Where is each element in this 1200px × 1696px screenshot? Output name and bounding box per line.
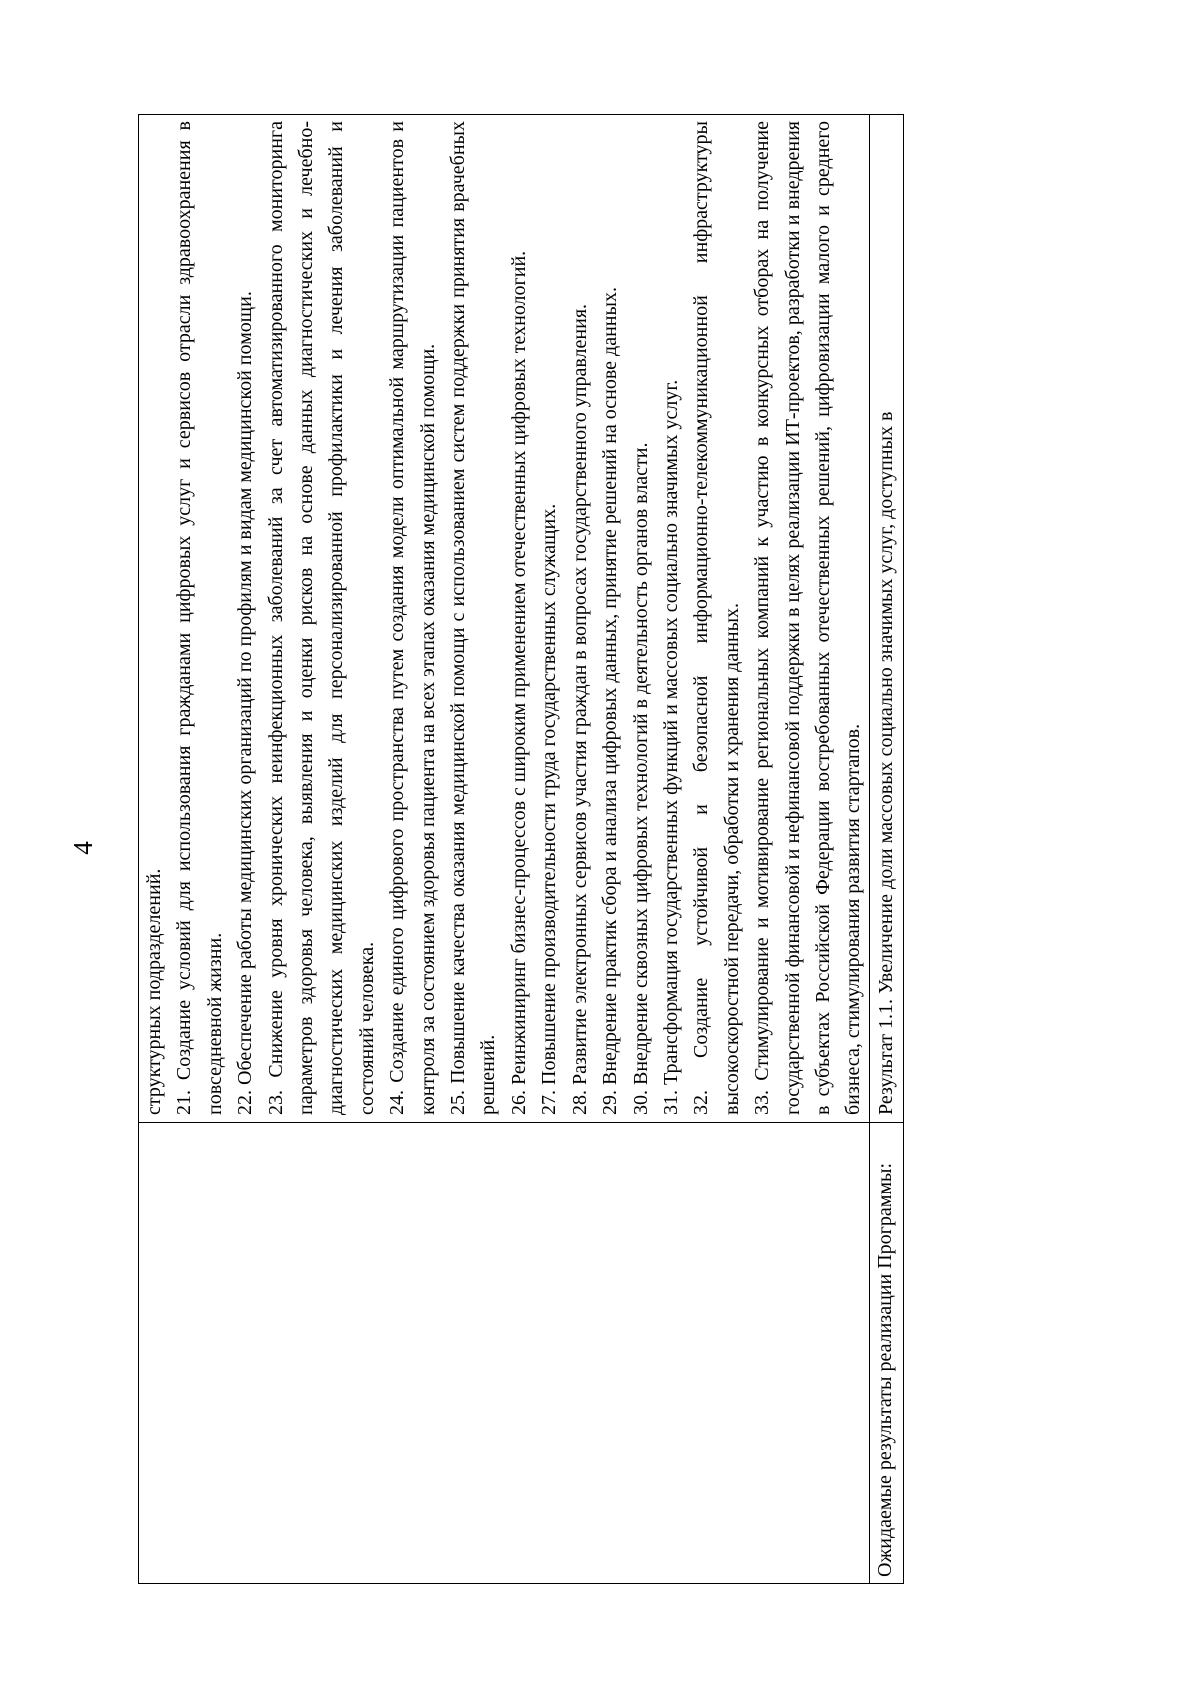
list-item: 30. Внедрение сквозных цифровых технологий в деятельность органов власти. (629, 442, 652, 1115)
list-item: 29. Внедрение практик сбора и анализа цифровых данных, принятие решений на основе данных. (599, 287, 622, 1115)
list-item: 22. Обеспечение работы медицинских организаций по профилям и видам медицинской помощи. (234, 291, 257, 1115)
list-item: 23. Снижение уровня хронических неинфекционных заболеваний за счет автоматизированного мониторинга параметров здоровья человека, выявления и оценки рисков на основе данных диагностических и лечебно-диагностических медицинских изделий для персонализированной профилактики и лечения заболеваний и состояний человека. (264, 121, 378, 1115)
list-item: 26. Реинжиниринг бизнес-процессов с широким применением отечественных цифровых технологий. (507, 250, 530, 1115)
page-number: 4 (68, 841, 98, 855)
list-item: 24. Создание единого цифрового пространства путем создания модели оптимальной маршрутизации пациентов и контроля за состоянием здоровья пациента на всех этапах оказания медицинской помощи. (386, 121, 439, 1115)
list-item: 25. Повышение качества оказания медицинской помощи с использованием систем поддержки принятия врачебных решений. (447, 121, 500, 1115)
result-1-1-text: Результат 1.1. Увеличение доли массовых социально значимых услуг, доступных в (874, 411, 897, 1115)
table-cell-right (869, 115, 903, 1123)
row-label (139, 1123, 145, 1583)
list-item: 28. Развитие электронных сервисов участия граждан в вопросах государственного управления. (568, 303, 591, 1115)
list-item: 31. Трансформация государственных функций и массовых социально значимых услуг. (659, 379, 682, 1115)
table-row (139, 115, 870, 1584)
list-item: 27. Повышение производительности труда государственных служащих. (538, 503, 561, 1115)
table-row (869, 115, 903, 1584)
list-item: 21. Создание условий для использования гражданами цифровых услуг и сервисов отрасли здравоохранения в повседневной жизни. (173, 121, 226, 1115)
program-table (138, 114, 904, 1584)
table-cell-left (139, 1123, 870, 1584)
table-cell-left (869, 1123, 903, 1584)
list-item: 33. Стимулирование и мотивирование региональных компаний к участию в конкурсных отборах на получение государственной финансовой и нефинансовой поддержки в целях реализации ИТ-проектов, разработки и внедрения в субъектах Российской Федерации востребованных отечественных решений, цифровизации малого и среднего бизнеса, стимулирования развития стартапов. (751, 121, 865, 1115)
list-item: структурных подразделений. (143, 868, 165, 1115)
table-cell-right (139, 115, 870, 1123)
row-label-expected-results: Ожидаемые результаты реализации Программы: (873, 1162, 896, 1577)
list-item: 32. Создание устойчивой и безопасной информационно-телекоммуникационной инфраструктуры высокоскоростной передачи, обработки и хранения данных. (690, 121, 743, 1115)
